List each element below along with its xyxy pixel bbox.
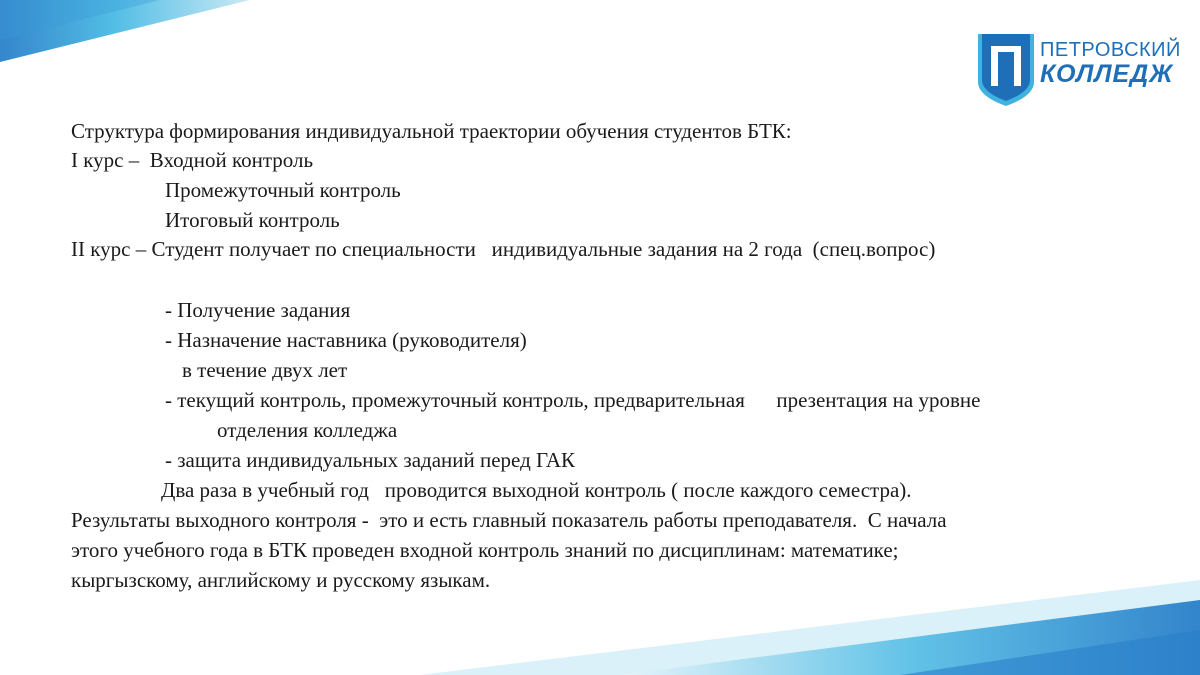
text-line: Промежуточный контроль xyxy=(165,178,401,202)
text-line: Результаты выходного контроля - это и есть главный показатель работы преподавателя. С начала xyxy=(71,508,947,532)
text-line: Два раза в учебный год проводится выходной контроль ( после каждого семестра). xyxy=(161,478,912,502)
list-item: - Назначение наставника (руководителя) xyxy=(165,328,527,352)
text-line: II курс – Студент получает по специальности индивидуальные задания на 2 года (спец.вопрос) xyxy=(71,237,936,261)
text-line: этого учебного года в БТК проведен входной контроль знаний по дисциплинам: математике; xyxy=(71,538,899,562)
logo-line-2: КОЛЛЕДЖ xyxy=(1040,60,1174,88)
list-item: - защита индивидуальных заданий перед ГАК xyxy=(165,448,576,472)
list-item: - текущий контроль, промежуточный контроль, предварительная презентация на уровне xyxy=(165,388,981,412)
heading-line: Структура формирования индивидуальной траектории обучения студентов БТК: xyxy=(71,119,792,143)
text-line: I курс – Входной контроль xyxy=(71,148,314,172)
logo-wordmark xyxy=(1040,38,1181,86)
list-item-continuation: в течение двух лет xyxy=(182,358,348,382)
text-line: Итоговый контроль xyxy=(165,208,340,232)
list-item-continuation: отделения колледжа xyxy=(217,418,398,442)
text-line: кыргызскому, английскому и русскому языкам. xyxy=(71,568,491,592)
logo-line-1: ПЕТРОВСКИЙ xyxy=(1040,39,1181,61)
list-item: - Получение задания xyxy=(165,298,351,322)
